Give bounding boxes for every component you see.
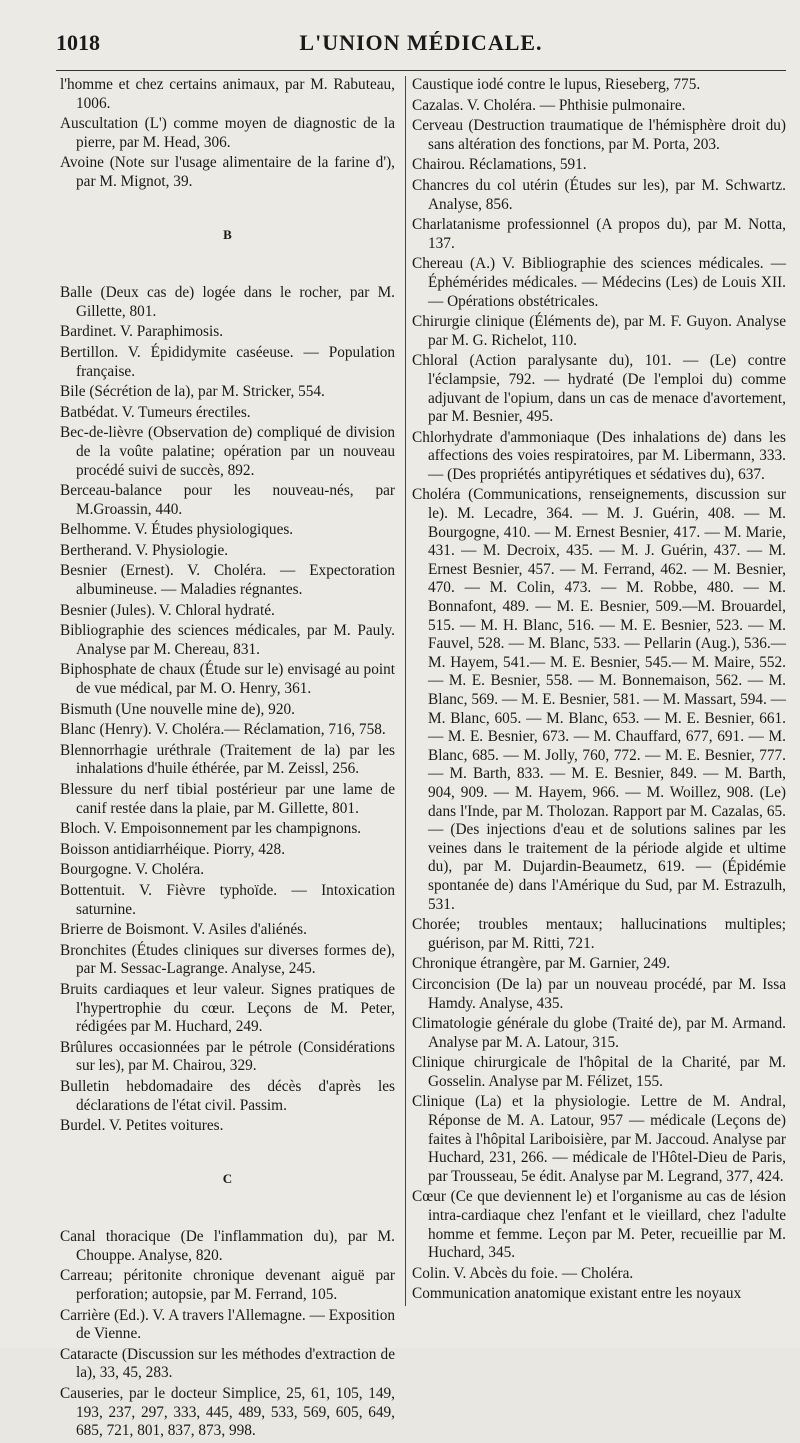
index-entry: Boisson antidiarrhéique. Piorry, 428.: [60, 840, 286, 858]
index-entry: Bardinet. V. Paraphimosis.: [60, 323, 224, 341]
index-entry: Chloral (Action paralysante du), 101. — (Le) contre l'éclampsie, 792. — hydraté (De l'emploi du) comme adjuvant de l'opium, dans un cas de menace d'avortement, par M. Besnier, 495.: [412, 352, 786, 426]
index-entry: Colin. V. Abcès du foie. — Choléra.: [412, 1264, 634, 1282]
index-entry: Avoine (Note sur l'usage alimentaire de la farine d'), par M. Mignot, 39.: [60, 154, 395, 190]
index-entry: Biphosphate de chaux (Étude sur le) envisagé au point de vue médical, par M. O. Henry, 361.: [60, 661, 395, 698]
index-entry: Bronchites (Études cliniques sur diverses formes de), par M. Sessac-Lagrange. Analyse, 245.: [60, 941, 395, 978]
section-letter-c: C: [222, 1170, 233, 1186]
index-entry: Bile (Sécrétion de la), par M. Stricker, 554.: [60, 383, 325, 401]
index-entry: Balle (Deux cas de) logée dans le rocher, par M. Gillette, 801.: [60, 284, 395, 320]
right-column: [412, 76, 786, 1306]
left-column: [60, 76, 395, 1443]
index-entry: l'homme et chez certains animaux, par M. Rabuteau, 1006.: [60, 76, 395, 112]
index-entry: Bibliographie des sciences médicales, par M. Pauly. Analyse par M. Chereau, 831.: [60, 622, 395, 658]
index-entry: Choléra (Communications, renseignements, discussion sur le). M. Lecadre, 364. — M. J. Guérin, 408. — M. Bourgogne, 410. — M. Ernest Besnier, 417. — M. Marie, 431. — M. Decroix, 435. — M. J. Guérin, 437. — M. Ernest Besnier, 457. — M. Ferrand, 462. — M. Besnier, 470. — M. Colin, 473. — M. Robbe, 480. — M. Bonnafont, 489. — M. E. Besnier, 509.—M. Brouardel, 515. — M. H. Blanc, 516. — M. E. Besnier, 523. — M. Fauvel, 528. — M. Blanc, 533. — Pellarin (Aug.), 536.— M. Hayem, 541.— M. E. Besnier, 545.— M. Maire, 552. — M. E. Besnier, 558. — M. Bonnemaison, 562. — M. Blanc, 569. — M. E. Besnier, 581. — M. Massart, 594. — M. Blanc, 605. — M. Blanc, 653. — M. E. Besnier, 661. — M. E. Besnier, 673. — M. Chauffard, 677, 691. — M. Blanc, 685. — M. Jolly, 760, 772. — M. E. Besnier, 777. — M. Barth, 833. — M. E. Besnier, 849. — M. Barth, 904, 909. — M. Hayem, 966. — M. Woillez, 908. (Le) dans l'Inde, par M. Tholozan. Rapport par M. Cazalas, 65. — (Des injections d'eau et de solutions salines par les veines dans le traitement de la période algide et ultime du), par M. Dujardin-Beaumetz, 619. — (Épidémie spontanée de) dans l'Amérique du Sud, par M. Estrazulh, 531.: [412, 486, 786, 913]
index-entry: Bloch. V. Empoisonnement par les champignons.: [60, 820, 362, 838]
index-entry: Brierre de Boismont. V. Asiles d'aliénés.: [60, 921, 307, 939]
index-entry: Communication anatomique existant entre les noyaux: [412, 1285, 742, 1303]
index-entry: Cataracte (Discussion sur les méthodes d'extraction de la), 33, 45, 283.: [60, 1345, 395, 1382]
index-entry: Chorée; troubles mentaux; hallucinations multiples; guérison, par M. Ritti, 721.: [412, 916, 786, 952]
index-entry: Belhomme. V. Études physiologiques.: [60, 521, 294, 539]
index-entry: Canal thoracique (De l'inflammation du), par M. Chouppe. Analyse, 820.: [60, 1228, 395, 1264]
index-entry: Causeries, par le docteur Simplice, 25, 61, 105, 149, 193, 237, 297, 333, 445, 489, 533, 569, 605, 649, 685, 721, 801, 837, 873, 998.: [60, 1385, 395, 1440]
index-entry: Bismuth (Une nouvelle mine de), 920.: [60, 700, 295, 718]
index-entry: Climatologie générale du globe (Traité de), par M. Armand. Analyse par M. A. Latour, 315.: [412, 1015, 786, 1051]
index-entry: Bottentuit. V. Fièvre typhoïde. — Intoxication saturnine.: [60, 881, 395, 918]
entries-c: [60, 1228, 395, 1441]
index-entry: Charlatanisme professionnel (A propos du), par M. Notta, 137.: [412, 216, 786, 252]
index-entry: Caustique iodé contre le lupus, Rieseberg, 775.: [412, 76, 701, 93]
index-entry: Chereau (A.) V. Bibliographie des sciences médicales. — Éphémérides médicales. — Médecins (Les) de Louis XII. — Opérations obstétricales.: [412, 255, 786, 310]
index-entry: Bec-de-lièvre (Observation de) compliqué de division de la voûte palatine; opération par un nouveau procédé suivi de succès, 892.: [60, 424, 395, 479]
entries-right: [412, 76, 786, 1304]
index-entry: Cerveau (Destruction traumatique de l'hémisphère droit du) sans altération des fonctions, par M. Porta, 203.: [412, 117, 786, 153]
index-entry: Auscultation (L') comme moyen de diagnostic de la pierre, par M. Head, 306.: [60, 115, 395, 151]
page-number: 1018: [56, 30, 100, 55]
index-entry: Clinique (La) et la physiologie. Lettre de M. Andral, Réponse de M. A. Latour, 957 — médicale (Leçons de) faites à l'hôpital Lariboisière, par M. Jaccoud. Analyse par Huchard, 231, 266. — médicale de l'Hôtel-Dieu de Paris, par Trousseau, 5e édit. Analyse par M. Legrand, 377, 424.: [412, 1093, 786, 1185]
index-entry: Chirurgie clinique (Éléments de), par M. F. Guyon. Analyse par M. G. Richelot, 110.: [412, 313, 786, 349]
index-entry: Bertillon. V. Épididymite caséeuse. — Population française.: [60, 343, 395, 380]
index-entry: Berceau-balance pour les nouveau-nés, par M.Groassin, 440.: [60, 482, 395, 518]
index-entry: Bourgogne. V. Choléra.: [60, 861, 205, 879]
index-entry: Circoncision (De la) par un nouveau procédé, par M. Issa Hamdy. Analyse, 435.: [412, 975, 786, 1012]
index-entry: Cazalas. V. Choléra. — Phthisie pulmonaire.: [412, 96, 686, 114]
index-entry: Bulletin hebdomadaire des décès d'après les déclarations de l'état civil. Passim.: [60, 1077, 395, 1114]
index-entry: Burdel. V. Petites voitures.: [60, 1117, 224, 1135]
index-entry: Carrière (Ed.). V. A travers l'Allemagne. — Exposition de Vienne.: [60, 1306, 395, 1343]
column-divider: [405, 76, 406, 1306]
entries-b: [60, 284, 395, 1136]
index-entry: Carreau; péritonite chronique devenant aiguë par perforation; autopsie, par M. Ferrand, 105.: [60, 1267, 395, 1304]
section-letter-b: B: [223, 226, 232, 242]
index-entry: Clinique chirurgicale de l'hôpital de la Charité, par M. Gosselin. Analyse par M. Félizet, 155.: [412, 1054, 786, 1090]
running-title: L'UNION MÉDICALE.: [299, 30, 543, 55]
index-entry: Bertherand. V. Physiologie.: [60, 541, 229, 559]
header-rule: [56, 70, 786, 71]
index-entry: Bruits cardiaques et leur valeur. Signes pratiques de l'hypertrophie du cœur. Leçons de M. Peter, rédigées par M. Huchard, 249.: [60, 980, 395, 1036]
index-entry: Chlorhydrate d'ammoniaque (Des inhalations de) dans les affections des voies respiratoires, par M. Libermann, 333. — (Des propriétés antipyrétiques et sédatives du), 637.: [412, 428, 786, 483]
page-header: [56, 30, 786, 64]
entries-a: [60, 76, 395, 192]
index-entry: Chancres du col utérin (Études sur les), par M. Schwartz. Analyse, 856.: [412, 176, 786, 213]
index-entry: Chronique étrangère, par M. Garnier, 249.: [412, 955, 671, 973]
index-entry: Brûlures occasionnées par le pétrole (Considérations sur les), par M. Chairou, 329.: [60, 1038, 395, 1075]
index-entry: Batbédat. V. Tumeurs érectiles.: [60, 403, 251, 421]
index-entry: Besnier (Ernest). V. Choléra. — Expectoration albumineuse. — Maladies régnantes.: [60, 562, 395, 599]
index-entry: Cœur (Ce que deviennent le) et l'organisme au cas de lésion intra-cardiaque chez l'enfant et le vieillard, chez l'adulte homme et femme. Leçon par M. Peter, recueillie par M. Huchard, 345.: [412, 1188, 786, 1262]
index-entry: Blessure du nerf tibial postérieur par une lame de canif restée dans la plaie, par M. Gillette, 801.: [60, 781, 395, 817]
index-entry: Blanc (Henry). V. Choléra.— Réclamation, 716, 758.: [60, 721, 386, 739]
index-entry: Blennorrhagie uréthrale (Traitement de la) par les inhalations d'huile éthérée, par M. Zeissl, 256.: [60, 741, 395, 778]
index-entry: Chairou. Réclamations, 591.: [412, 156, 587, 174]
index-entry: Besnier (Jules). V. Chloral hydraté.: [60, 601, 275, 619]
